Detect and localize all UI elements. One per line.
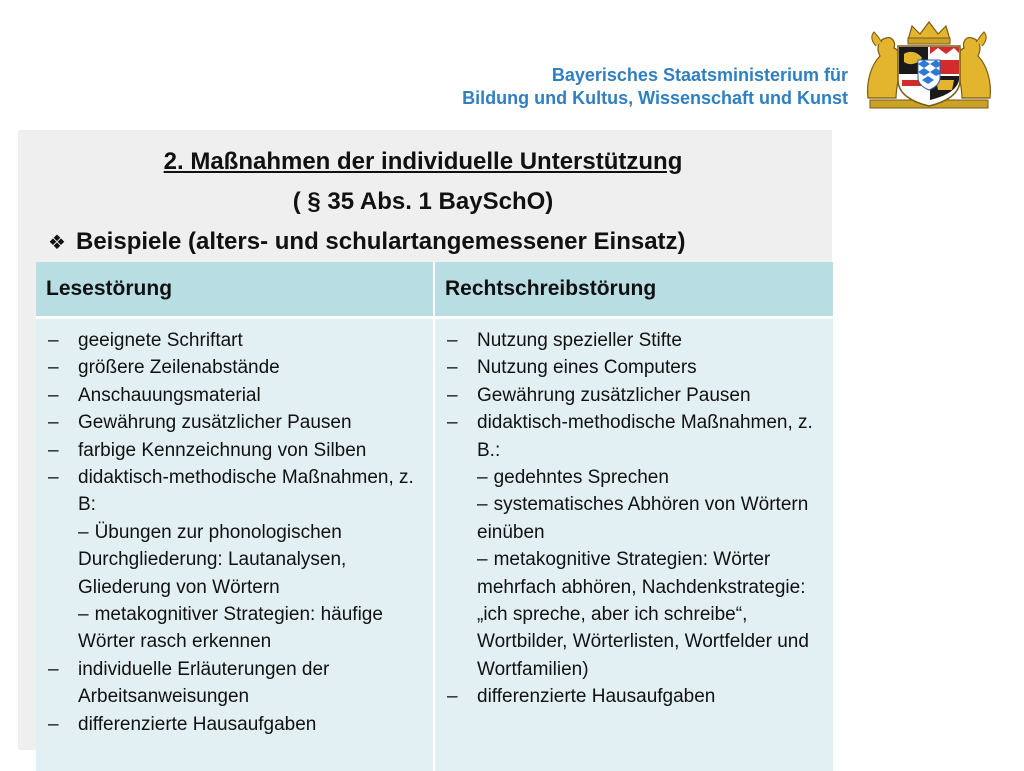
list-item	[441, 409, 827, 464]
list-item-text: Nutzung eines Computers	[477, 357, 697, 378]
list-item	[441, 354, 827, 381]
dash-bullet-icon: –	[78, 604, 89, 625]
lesestoerung-list	[42, 327, 427, 738]
table-body-row	[36, 318, 834, 771]
column-rechtschreibstoerung	[434, 318, 834, 771]
list-item	[42, 354, 427, 381]
list-item-text: systematisches Abhören von Wörtern einüben	[477, 494, 808, 542]
title-examples-text: Beispiele (alters- und schulartangemessener Einsatz)	[76, 228, 686, 255]
list-item	[441, 327, 827, 354]
list-item-text: Gewährung zusätzlicher Pausen	[78, 412, 352, 433]
list-item	[441, 382, 827, 409]
list-item-text: differenzierte Hausaufgaben	[477, 686, 715, 707]
list-item	[42, 519, 427, 601]
dash-bullet-icon: –	[477, 467, 488, 488]
list-item-text: didaktisch-methodische Maßnahmen, z. B.:	[477, 412, 813, 460]
rechtschreibstoerung-list	[441, 327, 827, 711]
list-item-text: gedehntes Sprechen	[494, 467, 669, 488]
dash-bullet-icon: –	[78, 522, 89, 543]
ministry-name	[462, 64, 848, 110]
dash-bullet-icon: –	[447, 683, 458, 710]
list-item	[42, 711, 427, 738]
column-lesestoerung	[36, 318, 434, 771]
dash-bullet-icon: –	[48, 437, 59, 464]
dash-bullet-icon: –	[48, 382, 59, 409]
list-item-text: größere Zeilenabstände	[78, 357, 280, 378]
list-item-text: farbige Kennzeichnung von Silben	[78, 440, 366, 461]
column-header-rechtschreibstoerung: Rechtschreibstörung	[434, 262, 834, 318]
list-item-text: metakognitiver Strategien: häufige Wörter rasch erkennen	[78, 604, 383, 652]
list-item-text: individuelle Erläuterungen der Arbeitsanweisungen	[78, 659, 329, 707]
diamond-bullet-icon: ❖	[48, 223, 76, 263]
list-item-text: metakognitive Strategien: Wörter mehrfach abhören, Nachdenkstrategie: „ich spreche, aber ich schreibe“, Wortbilder, Wörterlisten, Wortfelder und Wortfamilien)	[477, 549, 809, 680]
list-item	[42, 327, 427, 354]
title-heading: 2. Maßnahmen der individuelle Unterstützung	[0, 142, 848, 182]
dash-bullet-icon: –	[447, 382, 458, 409]
title-examples	[18, 222, 868, 263]
dash-bullet-icon: –	[48, 656, 59, 683]
title-legal-reference: ( § 35 Abs. 1 BaySchO)	[0, 182, 848, 222]
list-item-text: Anschauungsmaterial	[78, 385, 261, 406]
list-item	[42, 409, 427, 436]
ministry-line-1: Bayerisches Staatsministerium für	[462, 64, 848, 87]
list-item	[441, 546, 827, 683]
list-item-text: geeignete Schriftart	[78, 330, 243, 351]
list-item-text: Gewährung zusätzlicher Pausen	[477, 385, 751, 406]
column-header-lesestoerung: Lesestörung	[36, 262, 434, 318]
list-item	[441, 464, 827, 491]
ministry-line-2: Bildung und Kultus, Wissenschaft und Kunst	[462, 87, 848, 110]
list-item-text: differenzierte Hausaufgaben	[78, 714, 316, 735]
list-item	[42, 382, 427, 409]
list-item-text: didaktisch-methodische Maßnahmen, z. B:	[78, 467, 414, 515]
dash-bullet-icon: –	[447, 327, 458, 354]
table-header-row	[36, 262, 834, 318]
list-item	[441, 491, 827, 546]
dash-bullet-icon: –	[48, 409, 59, 436]
dash-bullet-icon: –	[477, 494, 488, 515]
dash-bullet-icon: –	[477, 549, 488, 570]
dash-bullet-icon: –	[48, 464, 59, 491]
dash-bullet-icon: –	[48, 354, 59, 381]
list-item	[441, 683, 827, 710]
list-item-text: Nutzung spezieller Stifte	[477, 330, 682, 351]
dash-bullet-icon: –	[447, 409, 458, 436]
slide-title	[18, 142, 868, 263]
bavarian-coat-of-arms-icon	[862, 20, 996, 110]
measures-table	[36, 262, 835, 771]
dash-bullet-icon: –	[447, 354, 458, 381]
list-item	[42, 464, 427, 519]
list-item-text: Übungen zur phonologischen Durchgliederung: Lautanalysen, Gliederung von Wörtern	[78, 522, 346, 598]
dash-bullet-icon: –	[48, 327, 59, 354]
list-item	[42, 601, 427, 656]
list-item	[42, 437, 427, 464]
dash-bullet-icon: –	[48, 711, 59, 738]
list-item	[42, 656, 427, 711]
